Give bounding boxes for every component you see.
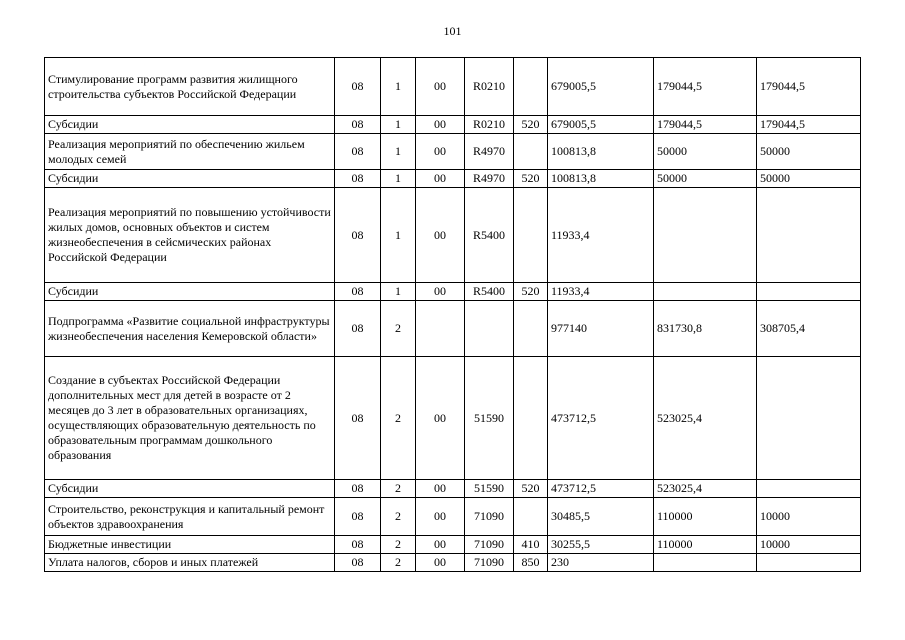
cell-amount-1: 473712,5	[548, 357, 654, 480]
table-row	[45, 357, 861, 480]
cell-name: Субсидии	[45, 116, 335, 134]
cell-target-article: 71090	[465, 554, 514, 572]
cell-program: 00	[416, 116, 465, 134]
table-row	[45, 283, 861, 301]
cell-name: Стимулирование программ развития жилищного строительства субъектов Российской Федерации	[45, 58, 335, 116]
cell-target-article: 51590	[465, 357, 514, 480]
cell-subsection: 2	[381, 536, 416, 554]
cell-section: 08	[335, 536, 381, 554]
cell-name: Субсидии	[45, 283, 335, 301]
table-body	[45, 58, 861, 572]
cell-name: Субсидии	[45, 170, 335, 188]
cell-subsection: 1	[381, 58, 416, 116]
cell-name: Строительство, реконструкция и капитальный ремонт объектов здравоохранения	[45, 498, 335, 536]
table-row	[45, 188, 861, 283]
cell-amount-3: 10000	[757, 536, 861, 554]
cell-amount-3: 10000	[757, 498, 861, 536]
cell-section: 08	[335, 58, 381, 116]
cell-amount-2	[654, 188, 757, 283]
table-row	[45, 170, 861, 188]
cell-subsection: 2	[381, 301, 416, 357]
cell-section: 08	[335, 283, 381, 301]
cell-program	[416, 301, 465, 357]
cell-expense-type	[514, 357, 548, 480]
cell-expense-type: 520	[514, 170, 548, 188]
cell-amount-1: 230	[548, 554, 654, 572]
cell-program: 00	[416, 480, 465, 498]
cell-amount-3: 179044,5	[757, 116, 861, 134]
table-row	[45, 480, 861, 498]
cell-name: Реализация мероприятий по повышению устойчивости жилых домов, основных объектов и систем жизнеобеспечения в сейсмических районах Российской Федерации	[45, 188, 335, 283]
cell-amount-2: 523025,4	[654, 480, 757, 498]
cell-expense-type: 520	[514, 480, 548, 498]
cell-expense-type: 520	[514, 116, 548, 134]
cell-program: 00	[416, 498, 465, 536]
cell-program: 00	[416, 170, 465, 188]
table-row	[45, 498, 861, 536]
cell-expense-type	[514, 301, 548, 357]
cell-target-article: R4970	[465, 134, 514, 170]
cell-amount-2: 179044,5	[654, 116, 757, 134]
cell-program: 00	[416, 283, 465, 301]
cell-amount-2: 523025,4	[654, 357, 757, 480]
cell-subsection: 1	[381, 170, 416, 188]
cell-amount-3: 308705,4	[757, 301, 861, 357]
cell-target-article: R0210	[465, 116, 514, 134]
table-row	[45, 116, 861, 134]
cell-section: 08	[335, 480, 381, 498]
cell-amount-1: 11933,4	[548, 188, 654, 283]
cell-subsection: 1	[381, 116, 416, 134]
cell-section: 08	[335, 357, 381, 480]
cell-amount-3	[757, 480, 861, 498]
cell-subsection: 1	[381, 188, 416, 283]
cell-amount-2: 50000	[654, 170, 757, 188]
table-row	[45, 58, 861, 116]
cell-amount-1: 100813,8	[548, 170, 654, 188]
cell-program: 00	[416, 357, 465, 480]
cell-subsection: 1	[381, 283, 416, 301]
cell-amount-2: 110000	[654, 498, 757, 536]
cell-section: 08	[335, 554, 381, 572]
cell-amount-1: 11933,4	[548, 283, 654, 301]
cell-expense-type: 410	[514, 536, 548, 554]
cell-target-article	[465, 301, 514, 357]
cell-section: 08	[335, 170, 381, 188]
table-row	[45, 134, 861, 170]
cell-section: 08	[335, 301, 381, 357]
cell-amount-3: 50000	[757, 170, 861, 188]
cell-section: 08	[335, 498, 381, 536]
cell-amount-1: 100813,8	[548, 134, 654, 170]
cell-amount-3	[757, 283, 861, 301]
cell-name: Бюджетные инвестиции	[45, 536, 335, 554]
cell-amount-3: 50000	[757, 134, 861, 170]
cell-subsection: 2	[381, 480, 416, 498]
cell-subsection: 1	[381, 134, 416, 170]
cell-target-article: R5400	[465, 188, 514, 283]
cell-expense-type: 520	[514, 283, 548, 301]
cell-amount-3: 179044,5	[757, 58, 861, 116]
cell-expense-type	[514, 134, 548, 170]
cell-expense-type	[514, 58, 548, 116]
cell-amount-1: 679005,5	[548, 116, 654, 134]
cell-amount-3	[757, 554, 861, 572]
cell-expense-type: 850	[514, 554, 548, 572]
cell-section: 08	[335, 116, 381, 134]
cell-amount-2: 50000	[654, 134, 757, 170]
cell-target-article: 71090	[465, 536, 514, 554]
cell-target-article: R0210	[465, 58, 514, 116]
cell-program: 00	[416, 188, 465, 283]
cell-name: Подпрограмма «Развитие социальной инфраструктуры жизнеобеспечения населения Кемеровской области»	[45, 301, 335, 357]
cell-name: Субсидии	[45, 480, 335, 498]
cell-target-article: 51590	[465, 480, 514, 498]
cell-amount-1: 977140	[548, 301, 654, 357]
cell-target-article: 71090	[465, 498, 514, 536]
cell-amount-2	[654, 283, 757, 301]
cell-amount-2	[654, 554, 757, 572]
cell-section: 08	[335, 134, 381, 170]
cell-section: 08	[335, 188, 381, 283]
cell-name: Создание в субъектах Российской Федерации дополнительных мест для детей в возрасте от 2 месяцев до 3 лет в образовательных организациях, осуществляющих образовательную деятельность по образовательным программам дошкольного образования	[45, 357, 335, 480]
cell-amount-2: 110000	[654, 536, 757, 554]
cell-amount-1: 473712,5	[548, 480, 654, 498]
table-row	[45, 301, 861, 357]
cell-subsection: 2	[381, 357, 416, 480]
page-number: 101	[443, 24, 462, 38]
cell-amount-2: 179044,5	[654, 58, 757, 116]
cell-expense-type	[514, 498, 548, 536]
cell-subsection: 2	[381, 554, 416, 572]
cell-name: Уплата налогов, сборов и иных платежей	[45, 554, 335, 572]
cell-amount-1: 679005,5	[548, 58, 654, 116]
budget-table	[44, 57, 861, 572]
cell-amount-1: 30485,5	[548, 498, 654, 536]
cell-program: 00	[416, 536, 465, 554]
cell-amount-1: 30255,5	[548, 536, 654, 554]
cell-amount-3	[757, 357, 861, 480]
cell-name: Реализация мероприятий по обеспечению жильем молодых семей	[45, 134, 335, 170]
cell-program: 00	[416, 134, 465, 170]
cell-program: 00	[416, 58, 465, 116]
cell-target-article: R4970	[465, 170, 514, 188]
cell-amount-3	[757, 188, 861, 283]
cell-target-article: R5400	[465, 283, 514, 301]
table-row	[45, 536, 861, 554]
cell-program: 00	[416, 554, 465, 572]
cell-expense-type	[514, 188, 548, 283]
table-row	[45, 554, 861, 572]
cell-subsection: 2	[381, 498, 416, 536]
cell-amount-2: 831730,8	[654, 301, 757, 357]
